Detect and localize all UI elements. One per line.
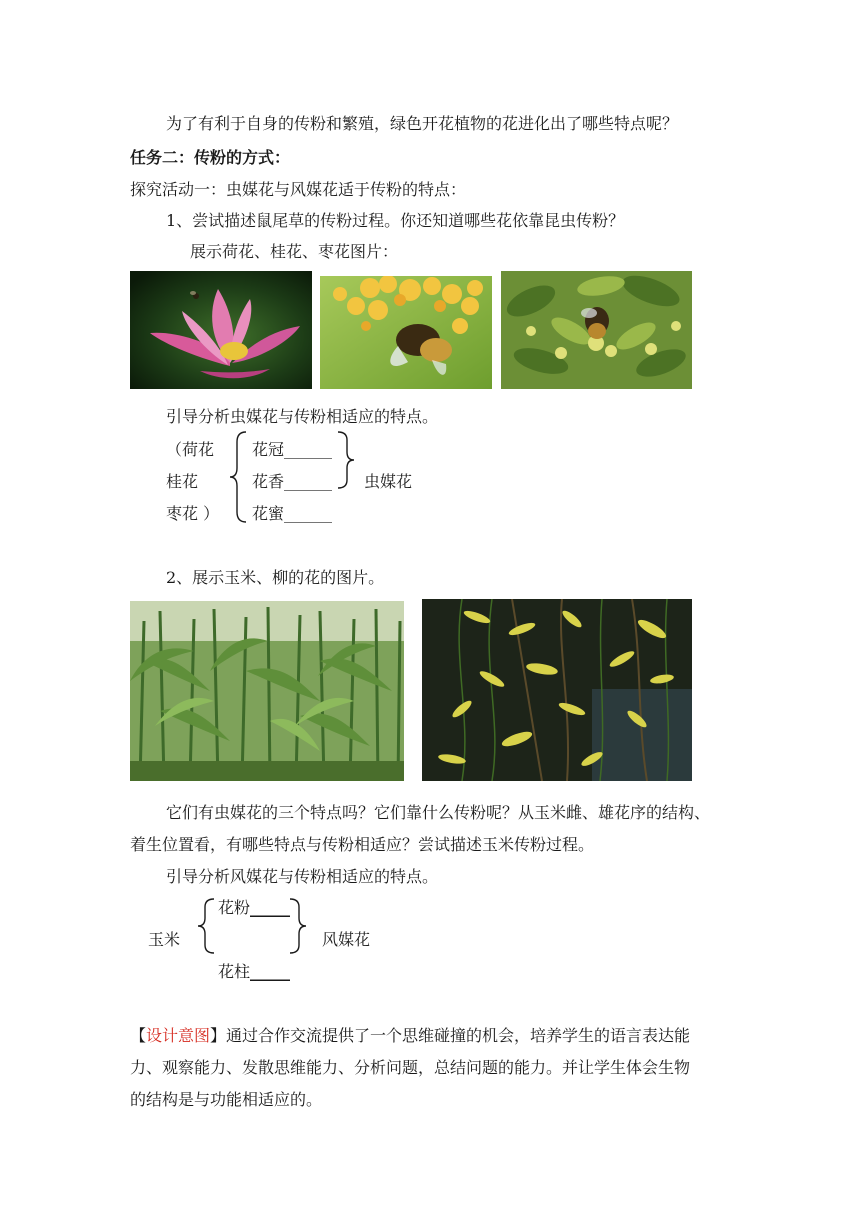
wind-right-brace [288,897,308,955]
insect-left-3: 枣花 ） [166,504,220,523]
wind-pollinated-label: 风媒花 [322,930,371,949]
intro-question: 为了有利于自身的传粉和繁殖，绿色开花植物的花进化出了哪些特点呢？ [166,114,679,133]
corn-field-image [130,601,404,781]
paragraph-line-2: 着生位置看，有哪些特点与传粉相适应？尝试描述玉米传粉过程。 [130,835,595,854]
activity-title: 探究活动一：虫媒花与风媒花适于传粉的特点： [130,180,467,199]
osmanthus-flower-image [320,276,492,389]
insect-pollinated-label: 虫媒花 [364,472,413,491]
design-intent-line-2: 力、观察能力、发散思维能力、分析问题，总结问题的能力。并让学生体会生物 [130,1058,691,1077]
insect-item-fragrance: 花香______ [252,472,333,491]
guide-insect: 引导分析虫媒花与传粉相适应的特点。 [166,407,439,426]
lotus-flower-image [130,271,312,389]
wind-item-pollen: 花粉_____ [218,898,291,917]
task-title: 任务二：传粉的方式： [130,148,291,167]
insect-left-1: （荷花 [166,440,215,459]
paragraph-line-1: 它们有虫媒花的三个特点吗？它们靠什么传粉呢？从玉米雌、雄花序的结构、 [166,803,711,822]
insect-right-brace [336,430,356,490]
question-2: 2、展示玉米、柳的花的图片。 [166,568,385,587]
insect-left-2: 桂花 [166,472,199,491]
design-intent-label: 设计意图 [146,1026,211,1045]
wind-left-label: 玉米 [148,930,181,949]
jujube-flower-image [501,271,692,389]
insect-item-nectar: 花蜜______ [252,504,333,523]
question-1: 1、尝试描述鼠尾草的传粉过程。你还知道哪些花依靠昆虫传粉？ [166,211,625,230]
insect-item-corolla: 花冠______ [252,440,333,459]
design-intent-line-3: 的结构是与功能相适应的。 [130,1090,323,1109]
wind-item-style: 花柱_____ [218,962,291,981]
guide-wind: 引导分析风媒花与传粉相适应的特点。 [166,867,439,886]
insect-left-brace [228,430,248,524]
wind-left-brace [196,897,216,955]
show-pictures-1: 展示荷花、桂花、枣花图片： [190,242,399,261]
design-intent-line-1: 【设计意图】通过合作交流提供了一个思维碰撞的机会，培养学生的语言表达能 [130,1026,691,1045]
willow-flower-image [422,599,692,781]
